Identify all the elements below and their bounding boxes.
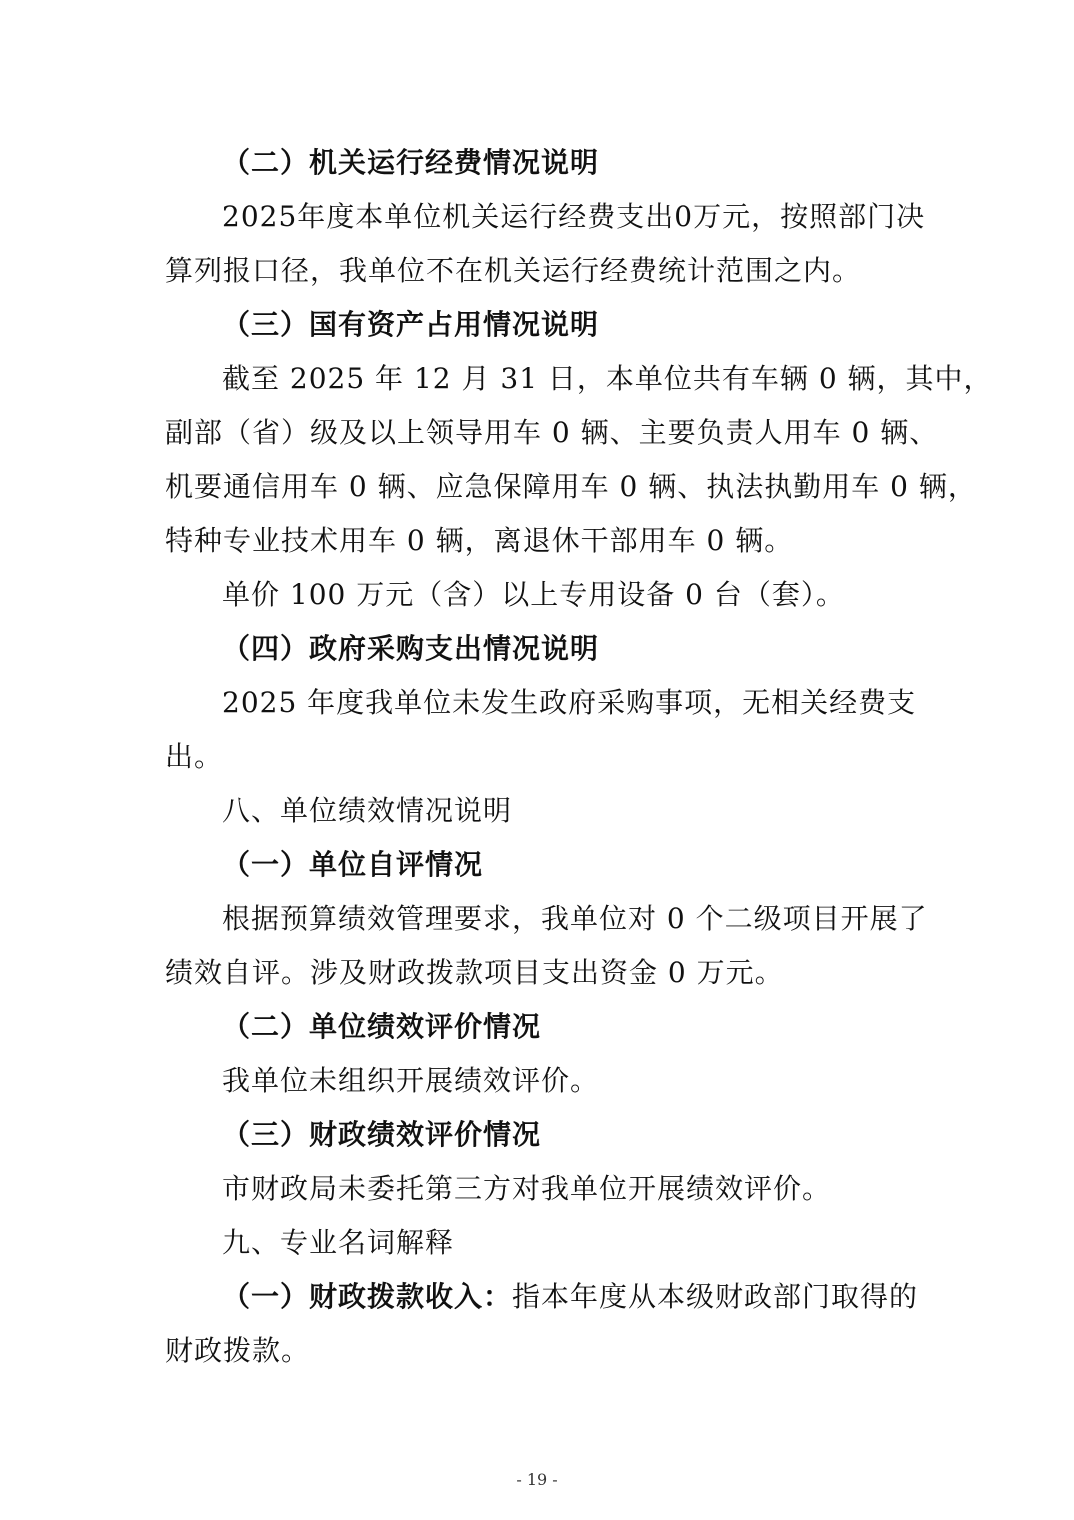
paragraph-line: 单价 100 万元（含）以上专用设备 0 台（套）。	[222, 578, 845, 611]
section-heading-government-procurement: （四）政府采购支出情况说明	[222, 632, 600, 665]
paragraph-line: 2025 年度我单位未发生政府采购事项，无相关经费支	[222, 686, 917, 719]
section-heading-fiscal-evaluation: （三）财政绩效评价情况	[222, 1118, 542, 1151]
paragraph-line: 出。	[165, 740, 224, 773]
chapter-heading-glossary: 九、专业名词解释	[222, 1226, 455, 1259]
paragraph-line: 2025年度本单位机关运行经费支出0万元，按照部门决	[222, 200, 926, 233]
paragraph-line: 市财政局未委托第三方对我单位开展绩效评价。	[222, 1172, 832, 1205]
section-heading-unit-evaluation: （二）单位绩效评价情况	[222, 1010, 542, 1043]
paragraph-line: 机要通信用车 0 辆、应急保障用车 0 辆、执法执勤用车 0 辆，	[165, 470, 977, 503]
section-heading-self-evaluation: （一）单位自评情况	[222, 848, 484, 881]
paragraph-line: 财政拨款。	[165, 1334, 311, 1367]
glossary-term-text: 指本年度从本级财政部门取得的	[512, 1280, 919, 1313]
paragraph-line: 副部（省）级及以上领导用车 0 辆、主要负责人用车 0 辆、	[165, 416, 939, 449]
glossary-term-label: （一）财政拨款收入：	[222, 1280, 513, 1313]
paragraph-line: 截至 2025 年 12 月 31 日，本单位共有车辆 0 辆，其中，	[222, 362, 993, 395]
section-heading-operating-expenses: （二）机关运行经费情况说明	[222, 146, 600, 179]
glossary-term-line	[222, 1279, 919, 1315]
paragraph-line: 绩效自评。涉及财政拨款项目支出资金 0 万元。	[165, 956, 784, 989]
paragraph-line: 根据预算绩效管理要求，我单位对 0 个二级项目开展了	[222, 902, 928, 935]
page-number: - 19 -	[516, 1470, 558, 1489]
paragraph-line: 算列报口径，我单位不在机关运行经费统计范围之内。	[165, 254, 862, 287]
paragraph-line: 特种专业技术用车 0 辆，离退休干部用车 0 辆。	[165, 524, 794, 557]
chapter-heading-performance: 八、单位绩效情况说明	[222, 794, 513, 827]
paragraph-line: 我单位未组织开展绩效评价。	[222, 1064, 600, 1097]
section-heading-state-assets: （三）国有资产占用情况说明	[222, 308, 600, 341]
